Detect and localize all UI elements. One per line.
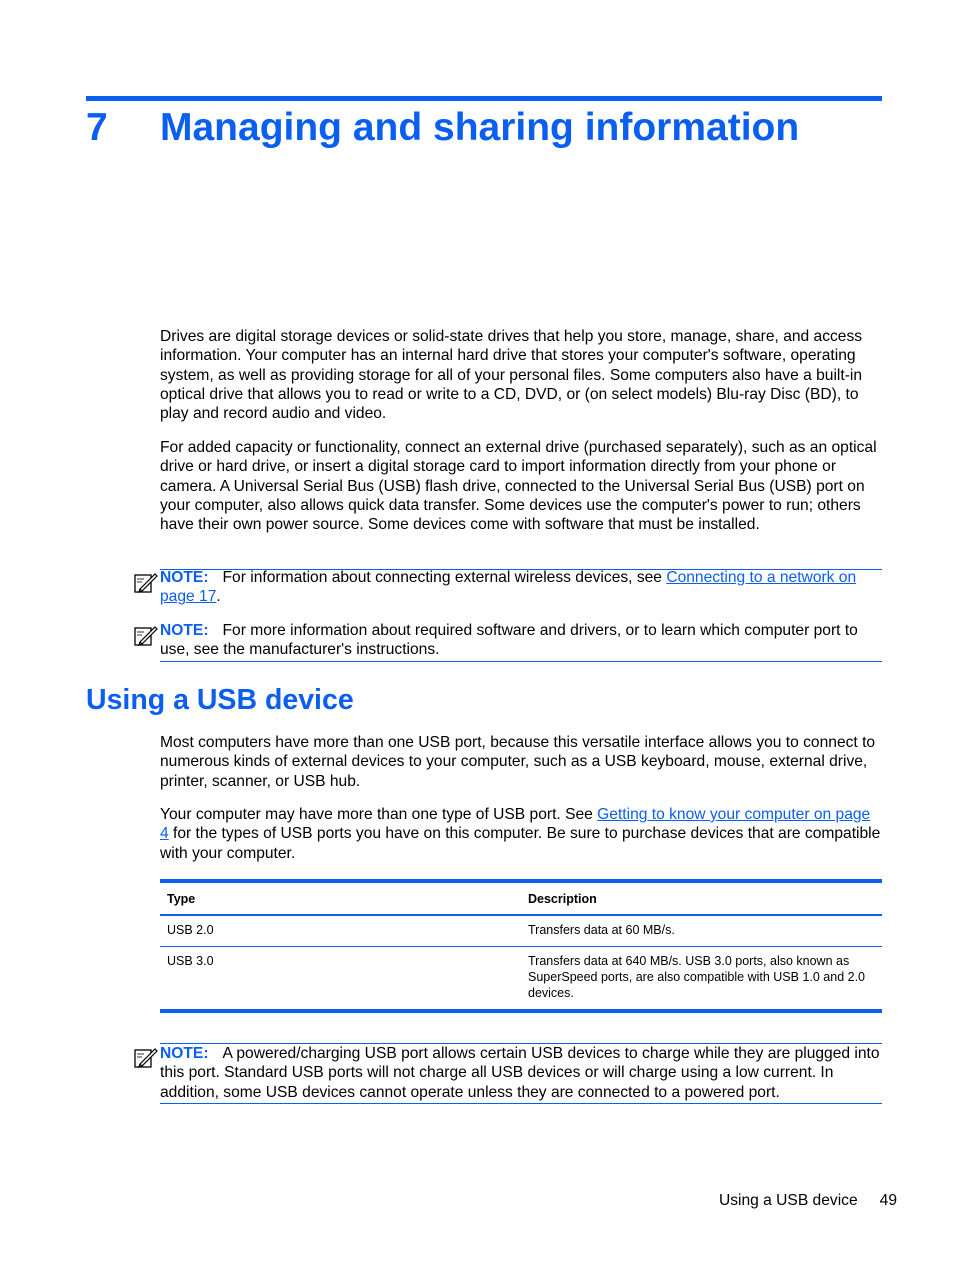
page-number: 49 <box>879 1192 897 1209</box>
note-label: NOTE: <box>160 1045 209 1062</box>
chapter-number: 7 <box>86 106 108 149</box>
usb-port-table <box>160 879 882 1013</box>
note-text: A powered/charging USB port allows certain USB devices to charge while they are plugged into this port. Standard USB ports will not charge all USB devices or will charge using a low current. In addition, some USB devices cannot operate unless they are connected to a powered port. <box>160 1045 880 1101</box>
note-pencil-icon <box>133 624 159 648</box>
chapter-title: Managing and sharing information <box>160 106 800 149</box>
note-wireless <box>160 568 882 607</box>
table-cell-type: USB 3.0 <box>160 947 521 1012</box>
usb-paragraph-1: Most computers have more than one USB port, because this versatile interface allows you to connect to numerous kinds of external devices to your computer, such as a USB keyboard, mouse, external drive, printer, scanner, or USB hub. <box>160 734 876 790</box>
intro-paragraph-2: For added capacity or functionality, connect an external drive (purchased separately), such as an optical drive or hard drive, or insert a digital storage card to import information directly from your phone or camera. A Universal Serial Bus (USB) flash drive, connected to the Universal Serial Bus (USB) port on your computer, also allows quick data transfer. Some devices use the computer's power to run; others have their own power source. Some devices come with software that must be installed. <box>160 439 877 534</box>
usb-paragraph-2-start: Your computer may have more than one type of USB port. See <box>160 806 598 823</box>
link-connecting-network[interactable]: Connecting to a network on page 17 <box>160 569 857 606</box>
table-header-type: Type <box>160 881 521 915</box>
page-footer <box>719 1192 897 1210</box>
usb-paragraph-2-end: for the types of USB ports you have on this computer. Be sure to purchase devices that are compatible with your computer. <box>160 825 881 862</box>
footer-section: Using a USB device <box>718 1192 858 1209</box>
note-charging-port <box>160 1044 882 1102</box>
note-text: For more information about required software and drivers, or to learn which computer port to use, see the manufacturer's instructions. <box>160 622 858 659</box>
note-pencil-icon <box>133 571 159 595</box>
note-label: NOTE: <box>160 622 209 639</box>
note-text: For information about connecting external wireless devices, see <box>222 569 667 586</box>
table-row <box>160 947 882 1012</box>
note-bottom-rule <box>160 661 882 662</box>
note-bottom-rule <box>160 1103 882 1104</box>
chapter-top-rule <box>86 96 882 101</box>
note-drivers <box>160 621 882 660</box>
note-pencil-icon <box>133 1046 159 1070</box>
table-header-row <box>160 881 882 915</box>
section-heading: Using a USB device <box>86 684 354 716</box>
note-label: NOTE: <box>160 569 209 586</box>
table-header-description: Description <box>521 881 882 915</box>
table-row <box>160 915 882 947</box>
link-getting-to-know[interactable]: Getting to know your computer on page 4 <box>160 806 871 843</box>
table-cell-type: USB 2.0 <box>160 915 521 947</box>
table-cell-description: Transfers data at 60 MB/s. <box>521 915 882 947</box>
note-end: . <box>216 588 221 606</box>
usb-paragraph-2 <box>160 805 882 863</box>
intro-paragraph-1: Drives are digital storage devices or solid-state drives that help you store, manage, share, and access information. Your computer has an internal hard drive that stores your computer's software, operating system, as well as providing storage for all of your personal files. Some computers also have a built-in optical drive that allows you to read or write to a CD, DVD, or (on select models) Blu-ray Disc (BD), to play and record audio and video. <box>160 328 863 423</box>
table-cell-description: Transfers data at 640 MB/s. USB 3.0 ports, also known as SuperSpeed ports, are also compatible with USB 1.0 and 2.0 devices. <box>521 947 882 1012</box>
